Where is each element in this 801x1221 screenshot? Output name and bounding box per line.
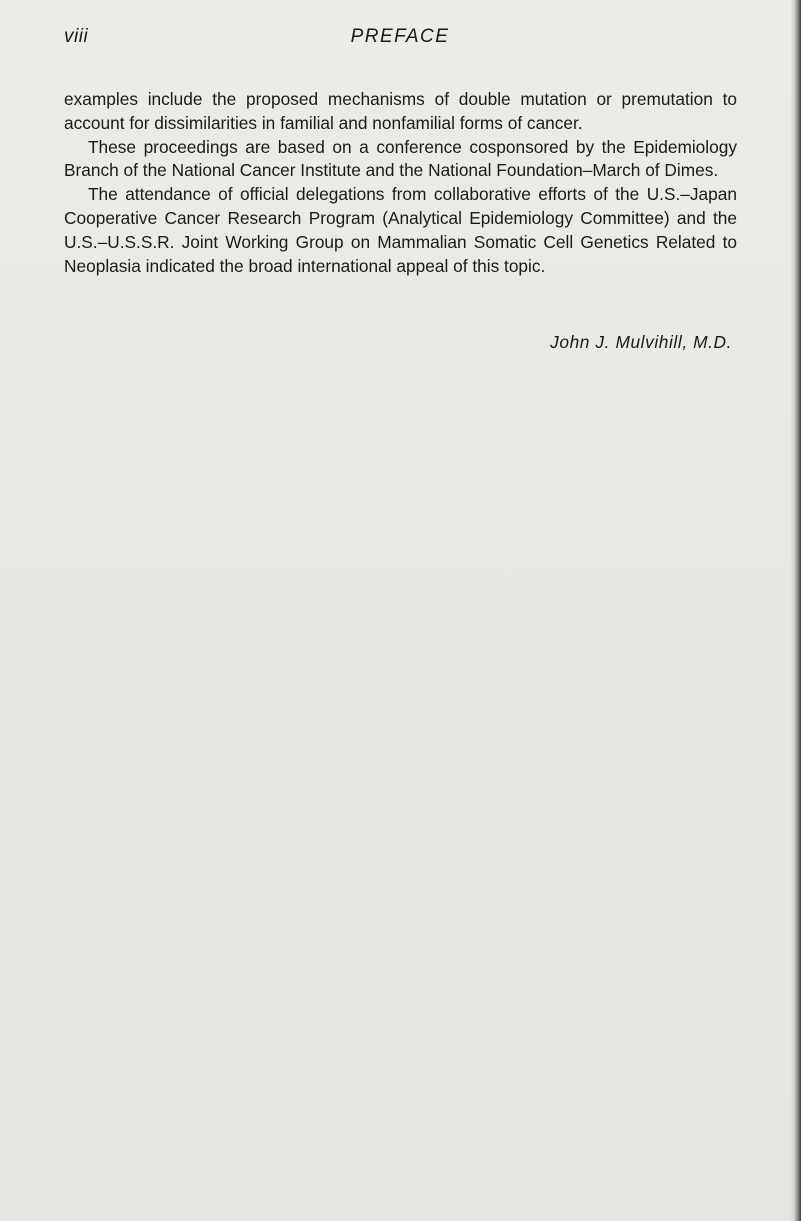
running-head	[64, 26, 736, 52]
paragraph-continuation: examples include the proposed mechanisms of double mutation or premutation to account for dissimilarities in familial and nonfamilial forms of cancer.	[64, 89, 737, 133]
page-number: viii	[64, 26, 89, 47]
section-title: PREFACE	[350, 26, 450, 47]
paragraph-sponsors: These proceedings are based on a conference cosponsored by the Epidemiology Branch of the National Cancer Institute and the National Foundation–March of Dimes.	[64, 136, 737, 181]
author-signature: John J. Mulvihill, M.D.	[550, 332, 732, 352]
page-edge-shadow	[791, 0, 801, 1221]
paragraph-delegations: The attendance of official delegations from collaborative efforts of the U.S.–Japan Cooperative Cancer Research Program (Analytical Epidemiology Committee) and the U.S.–U.S.S.R. Joint Working Group on Mammalian Somatic Cell Genetics Related to Neoplasia indicated the broad international appeal of this topic.	[64, 184, 737, 276]
body-text	[64, 88, 737, 278]
